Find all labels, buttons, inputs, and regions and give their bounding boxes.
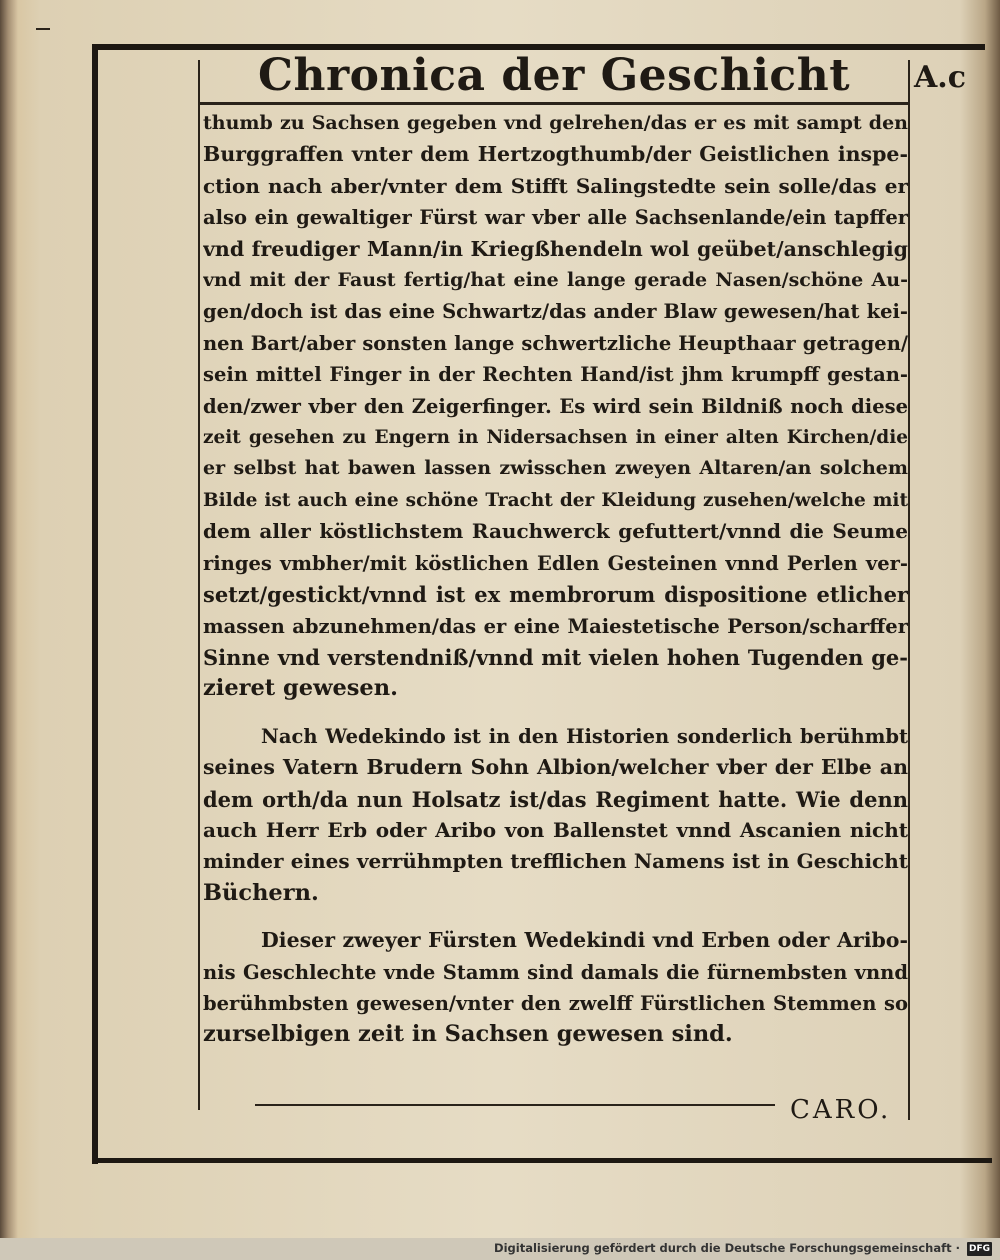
frame-left-rule: [92, 44, 98, 1164]
text-line: gen/doch ist das eine Schwartz/das ander Blaw gewesen/hat kei-: [203, 300, 908, 324]
paragraph: [203, 925, 908, 1051]
corner-mark: [36, 28, 50, 30]
text-line: nis Geschlechte vnde Stamm sind damals die fürnembsten vnnd: [203, 960, 908, 984]
paragraph-gap: [203, 909, 908, 925]
text-line: nen Bart/aber sonsten lange schwertzliche Heupthaar getragen/: [203, 331, 908, 355]
text-line: Bilde ist auch eine schöne Tracht der Kleidung zusehen/welche mit: [203, 489, 908, 511]
text-line: seines Vatern Brudern Sohn Albion/welcher vber der Elbe an: [203, 755, 908, 780]
body-text: [203, 108, 908, 1051]
text-line: Büchern.: [203, 879, 319, 906]
text-line: dem aller köstlichstem Rauchwerck gefuttert/vnnd die Seume: [203, 519, 908, 544]
running-head: Chronica der Geschicht: [257, 50, 851, 101]
digitization-credit: Digitalisierung gefördert durch die Deutsche Forschungsgemeinschaft · DFG: [494, 1241, 990, 1255]
text-line: zurselbigen zeit in Sachsen gewesen sind.: [203, 1021, 733, 1048]
text-line: Dieser zweyer Fürsten Wedekindi vnd Erben oder Aribo-: [261, 928, 908, 953]
catchword: CARO.: [790, 1095, 892, 1125]
text-line: Nach Wedekindo ist in den Historien sonderlich berühmbt: [261, 724, 908, 748]
paragraph: [203, 108, 908, 705]
frame-bottom-rule: [92, 1158, 992, 1163]
text-line: dem orth/da nun Holsatz ist/das Regiment hatte. Wie denn: [203, 786, 908, 812]
text-line: er selbst hat bawen lassen zwisschen zweyen Altaren/an solchem: [203, 457, 908, 480]
text-line: sein mittel Finger in der Rechten Hand/ist jhm krumpff gestan-: [203, 363, 908, 387]
footer-rule: [255, 1104, 775, 1106]
text-line: ction nach aber/vnter dem Stifft Salingstedte sein solle/das er: [203, 173, 908, 198]
text-line: den/zwer vber den Zeigerfinger. Es wird sein Bildniß noch diese: [203, 394, 908, 418]
text-line: vnd mit der Faust fertig/hat eine lange gerade Nasen/schöne Au-: [203, 269, 908, 292]
paragraph: [203, 721, 908, 909]
text-line: Sinne vnd verstendniß/vnnd mit vielen hohen Tugenden ge-: [203, 644, 908, 670]
text-line: massen abzunehmen/das er eine Maiestetische Person/scharffer: [203, 614, 908, 638]
dfg-logo-icon: DFG: [968, 1244, 990, 1254]
text-column-left-rule: [198, 60, 200, 1110]
text-line: also ein gewaltiger Fürst war vber alle Sachsenlande/ein tapffer: [203, 206, 908, 230]
text-line: thumb zu Sachsen gegeben vnd gelrehen/das er es mit sampt den: [203, 112, 908, 134]
text-line: zieret gewesen.: [203, 675, 398, 702]
text-line: setzt/gestickt/vnnd ist ex membrorum dispositione etlicher: [203, 582, 908, 608]
text-column-right-rule: [908, 60, 910, 1120]
text-line: berühmbsten gewesen/vnter den zwelff Fürstlichen Stemmen so: [203, 991, 908, 1015]
text-line: auch Herr Erb oder Aribo von Ballenstet vnnd Ascanien nicht: [203, 817, 908, 842]
text-line: ringes vmbher/mit köstlichen Edlen Gesteinen vnnd Perlen ver-: [203, 551, 908, 575]
signature-mark: A.c: [914, 60, 966, 95]
text-line: vnd freudiger Mann/in Kriegßhendeln wol geübet/anschlegig: [203, 236, 908, 261]
text-line: Burggraffen vnter dem Hertzogthumb/der Geistlichen inspe-: [203, 142, 908, 167]
paragraph-gap: [203, 705, 908, 721]
text-line: minder eines verrühmpten trefflichen Namens ist in Geschicht: [203, 849, 908, 874]
credit-text: Digitalisierung gefördert durch die Deutsche Forschungsgemeinschaft: [494, 1241, 952, 1255]
text-line: zeit gesehen zu Engern in Nidersachsen in einer alten Kirchen/die: [203, 427, 908, 449]
